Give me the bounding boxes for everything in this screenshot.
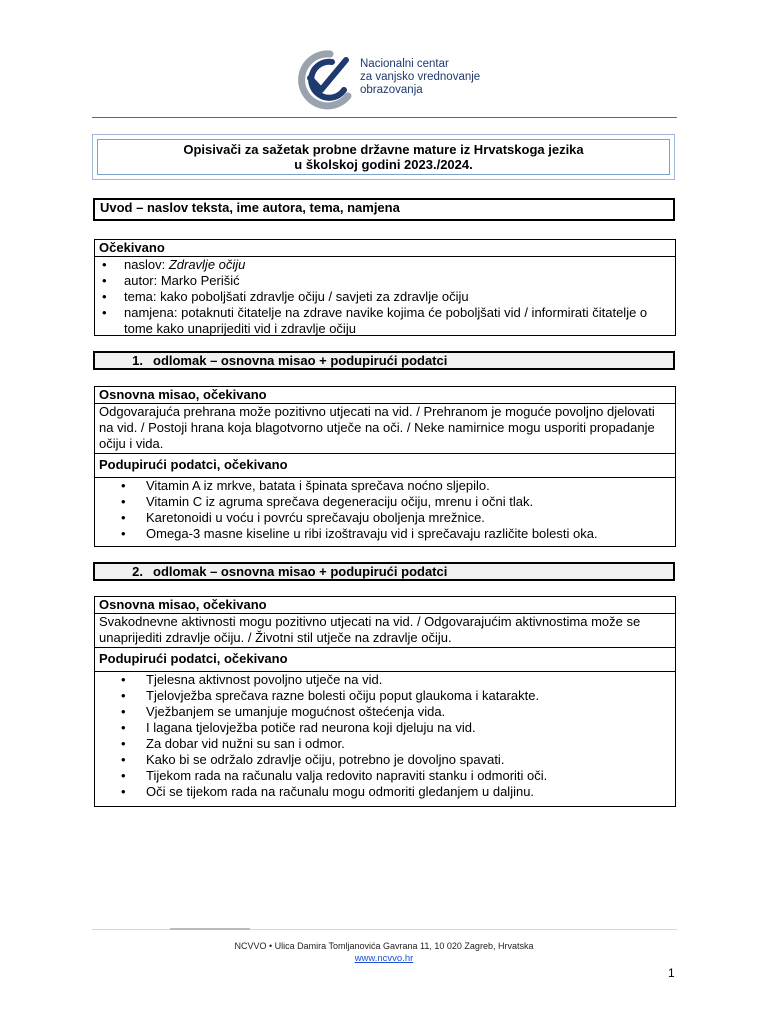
table-cell	[95, 478, 675, 542]
list-item: • autor: Marko Perišić	[99, 273, 671, 289]
intro-table	[94, 239, 676, 336]
header-divider	[92, 117, 677, 118]
paragraph-2-table	[94, 596, 676, 807]
main-idea-text: Odgovarajuća prehrana može pozitivno utjecati na vid. / Prehranom je moguće povoljno djelovati na vid. / Postoji hrana koja blagotvorno utječe na oči. / Neke namirnice mogu usporiti propadanje očiju i vida.	[95, 404, 675, 454]
list-item: • naslov: Zdravlje očiju	[99, 257, 671, 273]
title-line: Opisivači za sažetak probne državne mature iz Hrvatskoga jezika	[183, 142, 584, 157]
section-bar-label: odlomak – osnovna misao + podupirući podatci	[153, 353, 448, 368]
article-title: Zdravlje očiju	[168, 257, 246, 272]
footer-divider-accent	[170, 928, 250, 930]
section-bar-intro	[93, 198, 675, 221]
list-item: • Karetonoidi u voću i povrću sprečavaju oboljenja mrežnice.	[99, 510, 671, 526]
table-header: Osnovna misao, očekivano	[95, 387, 675, 404]
list-item: • Za dobar vid nužni su san i odmor.	[99, 736, 671, 752]
section-bar-paragraph-2	[93, 562, 675, 581]
table-header: Podupirući podatci, očekivano	[95, 454, 675, 478]
section-number: 1.	[132, 353, 143, 368]
list-item: • Vježbanjem se umanjuje mogućnost oštećenja vida.	[99, 704, 671, 720]
section-bar-label: odlomak – osnovna misao + podupirući podatci	[153, 564, 448, 579]
table-header: Očekivano	[95, 240, 675, 257]
org-name	[360, 58, 480, 97]
section-bar-label: Uvod – naslov teksta, ime autora, tema, namjena	[100, 200, 400, 215]
main-idea-text: Svakodnevne aktivnosti mogu pozitivno utjecati na vid. / Odgovarajućim aktivnostima može se unaprijediti zdravlje očiju. / Životni stil utječe na zdravlje očiju.	[95, 614, 675, 648]
list-item: • Kako bi se održalo zdravlje očiju, potrebno je dovoljno spavati.	[99, 752, 671, 768]
table-cell	[95, 257, 675, 337]
support-list	[99, 478, 671, 542]
website-link[interactable]: www.ncvvo.hr	[354, 953, 414, 964]
list-item: • tema: kako poboljšati zdravlje očiju / savjeti za zdravlje očiju	[99, 289, 671, 305]
table-header: Osnovna misao, očekivano	[95, 597, 675, 614]
list-item: • Tijekom rada na računalu valja redovito napraviti stanku i odmoriti oči.	[99, 768, 671, 784]
document-title	[97, 139, 670, 175]
intro-list	[99, 257, 671, 337]
section-number: 2.	[132, 564, 143, 579]
list-item: • namjena: potaknuti čitatelje na zdrave navike kojima će poboljšati vid / informirati čitatelje o tome kako unaprijediti vid i zdravlje očiju	[99, 305, 671, 337]
list-item: • Oči se tijekom rada na računalu mogu odmoriti gledanjem u daljinu.	[99, 784, 671, 800]
table-cell	[95, 672, 675, 800]
list-item: • Omega-3 masne kiseline u ribi izoštravaju vid i sprečavaju različite bolesti oka.	[99, 526, 671, 542]
table-header: Podupirući podatci, očekivano	[95, 648, 675, 672]
page-number: 1	[668, 966, 675, 980]
org-line: Nacionalni centar	[360, 58, 449, 70]
ncvvo-logo	[290, 48, 360, 110]
title-line: u školskoj godini 2023./2024.	[294, 157, 473, 172]
list-item: • Tjelovježba sprečava razne bolesti očiju poput glaukoma i katarakte.	[99, 688, 671, 704]
support-list	[99, 672, 671, 800]
list-item: • Vitamin C iz agruma sprečava degeneraciju očiju, mrenu i očni tlak.	[99, 494, 671, 510]
section-bar-paragraph-1	[93, 351, 675, 370]
paragraph-1-table	[94, 386, 676, 547]
org-line: obrazovanja	[360, 84, 423, 96]
footer-address: NCVVO • Ulica Damira Tomljanovića Gavrana 11, 10 020 Zagreb, Hrvatska	[234, 941, 534, 951]
org-line: za vanjsko vrednovanje	[360, 71, 481, 83]
list-item: • I lagana tjelovježba potiče rad neurona koji djeluju na vid.	[99, 720, 671, 736]
list-item: • Tjelesna aktivnost povoljno utječe na vid.	[99, 672, 671, 688]
list-item: • Vitamin A iz mrkve, batata i špinata sprečava noćno sljepilo.	[99, 478, 671, 494]
